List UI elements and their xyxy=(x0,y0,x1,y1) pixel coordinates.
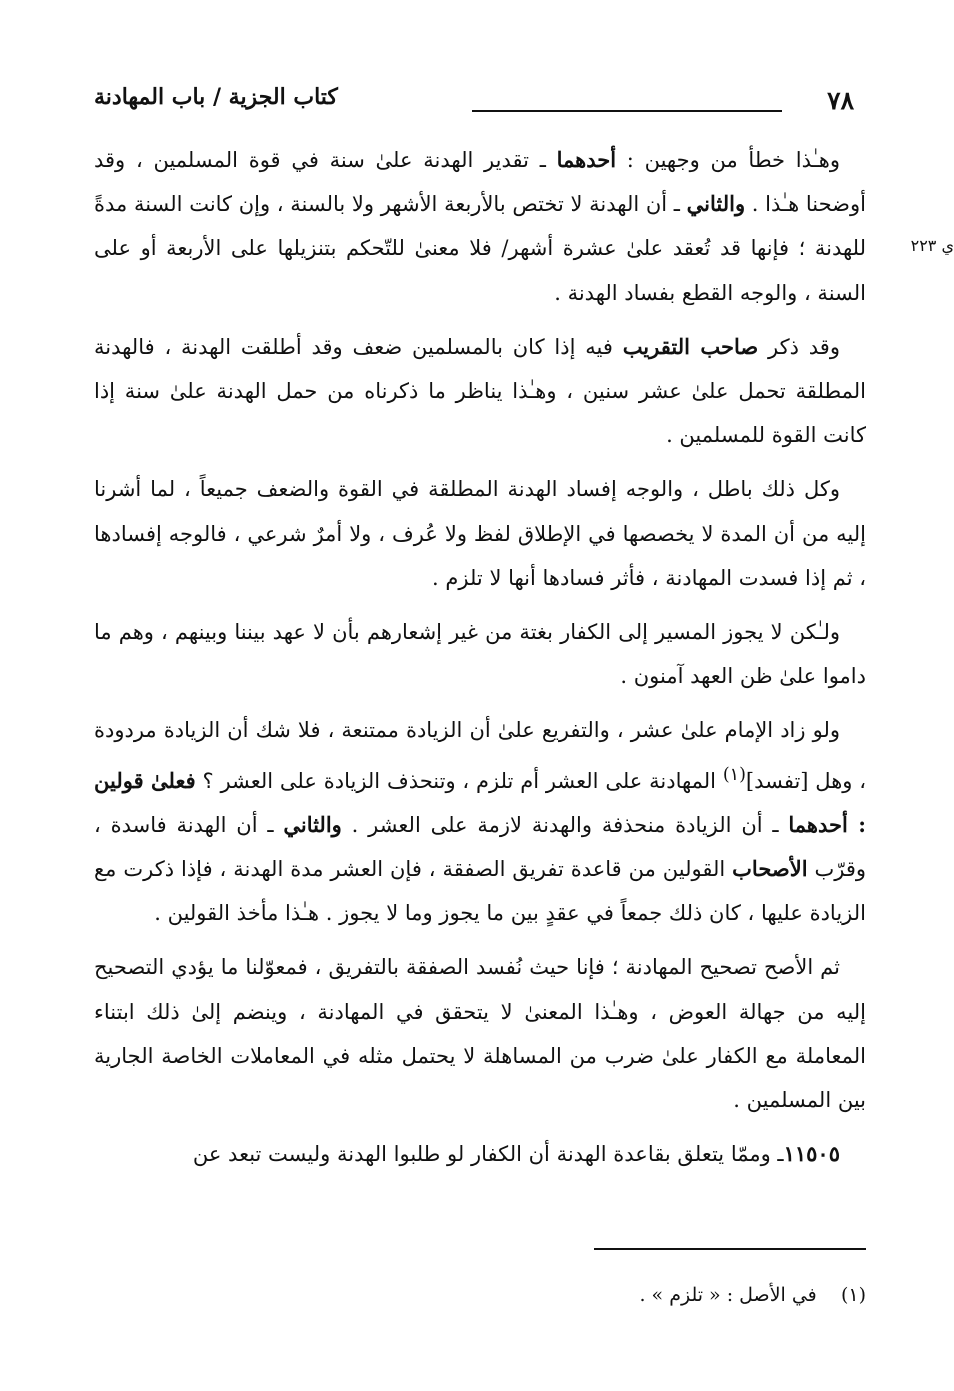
paragraph-6 xyxy=(94,945,866,1122)
text-run: وكل ذلك باطل ، والوجه إفساد الهدنة المطلقة في القوة والضعف جميعاً ، لما أشرنا إليه من أن المدة لا يخصصها في الإطلاق لفظ ولا عُرف ، ولا أمرٌ شرعي ، فالوجه إفسادها ، ثم إذا فسدت المهادنة ، فأثر فسادها أنها لا تلزم . xyxy=(94,477,866,590)
text-run: ـ تقدير الهدنة علىٰ سنة في قوة المسلمين ، وقد أوضحنا هـٰذا . xyxy=(94,148,866,217)
footnote-marker: (١) xyxy=(722,764,746,785)
footnote-text: في الأصل : « تلزم » . xyxy=(639,1284,817,1306)
margin-reference: ي ٢٢٣ xyxy=(910,236,954,255)
text-run: ـ وممّا يتعلق بقاعدة الهدنة أن الكفار لو طلبوا الهدنة وليست تبعد عن xyxy=(192,1142,784,1167)
text-run: ـ أن الهدنة لا تختص بالأربعة الأشهر ولا بالسنة ، وإن كانت السنة مدةً للهدنة ؛ فإنها قد تُعقد علىٰ عشرة أشهر/ فلا معنىٰ للتّحكم بتنزيلها على الأربعة أو على السنة ، والوجه القطع بفساد الهدنة . xyxy=(94,192,866,305)
text-run: ـ أن الهدنة فاسدة ، وقرّب xyxy=(94,812,866,882)
text-run: وهـٰذا خطأ من وجهين : xyxy=(616,148,840,172)
text-run: القولين من قاعدة تفريق الصفقة ، فإن العشر مدة الهدنة ، فإذا ذكرت مع الزيادة عليها ، كان ذلك جمعاً في عقدٍ بين ما يجوز وما لا يجوز . هـٰذا مأخذ القولين . xyxy=(94,857,866,926)
header-rule xyxy=(472,110,782,112)
bold-term: صاحب التقريب xyxy=(622,333,759,359)
paragraph-7 xyxy=(94,1132,866,1176)
text-run: ثم الأصح تصحيح المهادنة ؛ فإنا حيث نُفسد الصفقة بالتفريق ، فمعوّلنا ما يؤدي التصحيح إليه من جهالة العوض ، وهـٰذا المعنىٰ لا يتحقق في المهادنة ، وينضم إلىٰ ذلك ابتناء المعاملة مع الكفار علىٰ ضرب من المساهلة لا يحتمل مثله في المعاملات الخاصة الجارية بين المسلمين . xyxy=(94,955,866,1113)
text-run: ولو زاد الإمام علىٰ عشر ، والتفريع علىٰ أن الزيادة ممتنعة ، فلا شك أن الزيادة مردودة ، وهل [تفسد] xyxy=(94,718,867,793)
bold-term: أحدهما xyxy=(556,147,617,172)
page-number: ٧٨ xyxy=(827,86,854,115)
text-run: ـ أن الزيادة منحذفة والهدنة لازمة على العشر . xyxy=(341,812,789,837)
main-text xyxy=(94,138,866,1176)
bold-term: والثاني xyxy=(283,811,342,837)
footnote xyxy=(300,1284,866,1306)
bold-term: الأصحاب xyxy=(732,856,808,882)
bold-term: فعلىٰ قولين : أحدهما xyxy=(94,767,866,837)
paragraph-2 xyxy=(94,325,866,458)
text-run: فيه إذا كان بالمسلمين ضعف وقد أطلقت الهدنة ، فالهدنة المطلقة تحمل علىٰ عشر سنين ، وهـٰذا يناظر ما ذكرناه من حمل الهدنة علىٰ سنة إذا كانت القوة للمسلمين . xyxy=(94,334,866,448)
paragraph-5 xyxy=(94,708,866,935)
footnote-rule xyxy=(594,1248,866,1250)
bold-term: والثاني xyxy=(686,191,746,217)
text-run: وقد ذكر xyxy=(758,334,840,359)
text-run: ولـٰكن لا يجوز المسير إلى الكفار بغتة من غير إشعارهم بأن لا عهد بيننا وبينهم ، وهم ما داموا علىٰ ظن العهد آمنون . xyxy=(94,620,866,689)
page-header xyxy=(94,84,854,124)
running-title: كتاب الجزية / باب المهادنة xyxy=(94,84,338,110)
paragraph-4 xyxy=(94,610,866,698)
text-run: المهادنة على العشر أم تلزم ، وتنحذف الزيادة على العشر ؟ xyxy=(195,768,723,793)
footnote-number: (١) xyxy=(840,1284,866,1306)
section-number: ١١٥٠٥ xyxy=(783,1141,840,1167)
paragraph-1 xyxy=(94,138,866,315)
paragraph-3 xyxy=(94,467,866,600)
